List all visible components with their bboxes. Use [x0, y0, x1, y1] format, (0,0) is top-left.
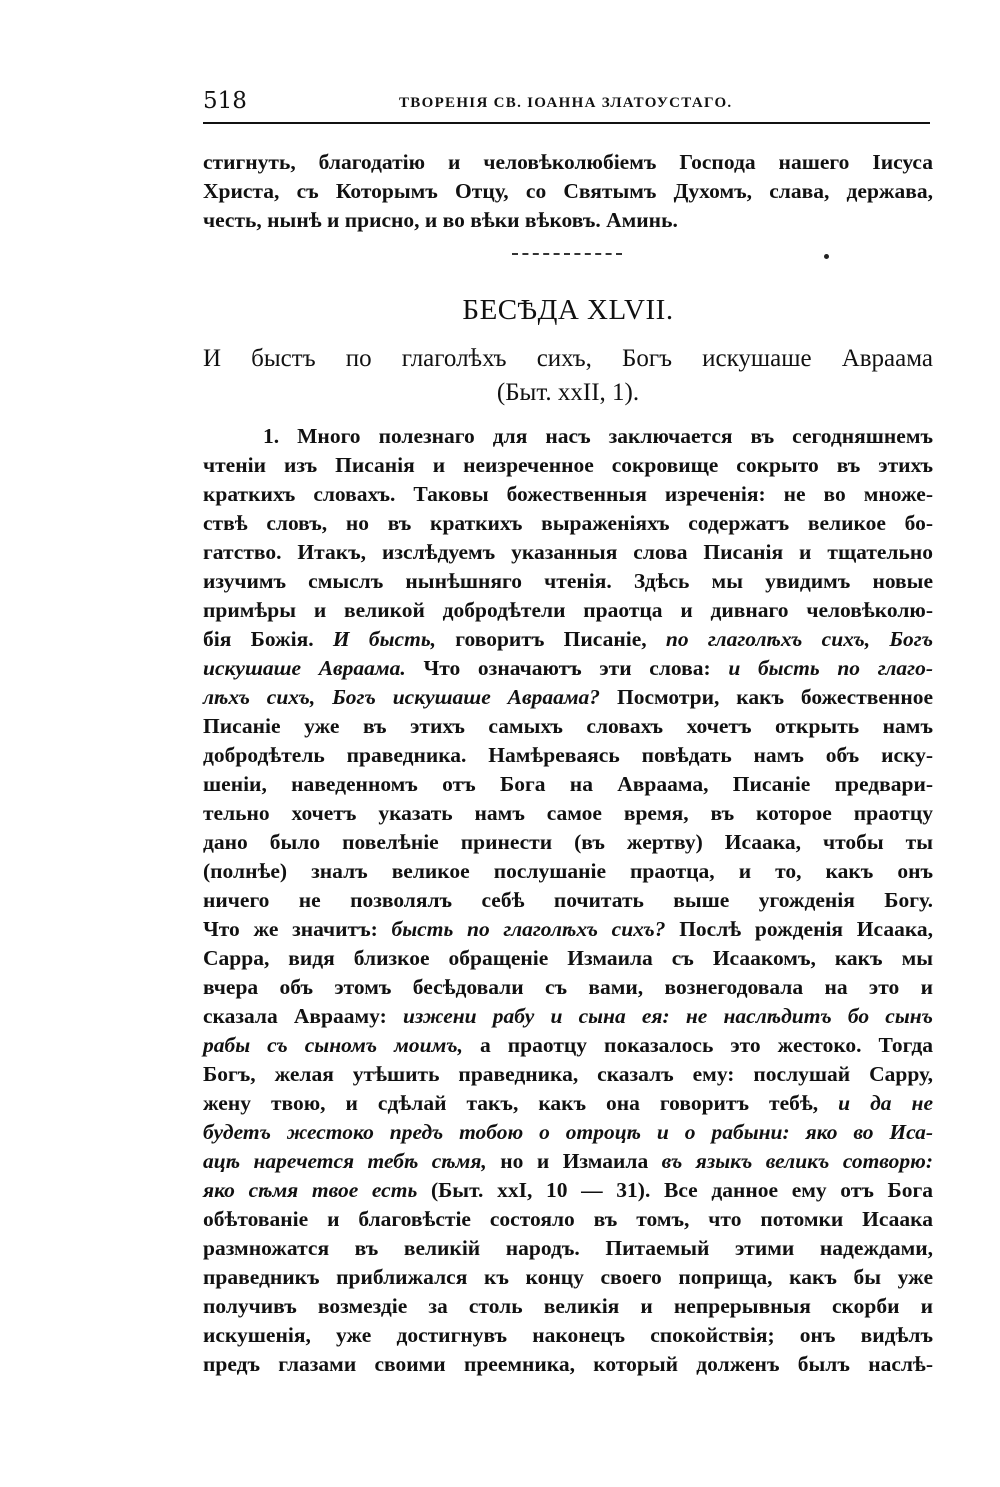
scripture-quote: И бысть,	[332, 627, 437, 651]
text-line: Богъ, желая утѣшить праведника, сказалъ ему: послушай Сарру,	[203, 1062, 933, 1086]
text-line: чтеніи изъ Писанія и неизреченное сокровище сокрыто въ этихъ	[203, 453, 933, 477]
text-run: Послѣ рожденія Исаака,	[679, 917, 934, 941]
scripture-quote: по глаголѣхъ сихъ, Богъ	[665, 627, 934, 651]
text-line	[203, 915, 933, 944]
scripture-quote: въ языкъ великъ сотворю:	[661, 1149, 933, 1173]
scripture-quote-line: будетъ жестоко предъ тобою о отроцѣ и о рабыни: яко во Иса-	[203, 1120, 933, 1144]
scripture-quote: ацѣ наречется тебѣ сѣмя,	[203, 1149, 487, 1173]
text-line	[203, 1031, 933, 1060]
text-line: изучимъ смыслъ нынѣшняго чтенія. Здѣсь мы увидимъ новые	[203, 569, 933, 593]
text-line: Христа, съ Которымъ Отцу, со Святымъ Духомъ, слава, держава,	[203, 179, 933, 203]
text-line	[203, 1089, 933, 1118]
text-line: Сарра, видя близкое обращеніе Измаила съ Исаакомъ, какъ мы	[203, 946, 933, 970]
scripture-quote: искушаше Авраама.	[203, 656, 406, 680]
epigraph-line: И быстъ по глаголѣхъ сихъ, Богъ искушаше Авраама	[203, 345, 933, 372]
text-line	[203, 654, 933, 683]
page-header	[203, 88, 933, 120]
text-line	[203, 1147, 933, 1176]
scripture-quote: бысть по глаголѣхъ сихъ?	[391, 917, 666, 941]
text-line: обѣтованіе и благовѣстіе состояло въ томъ, что потомки Исаака	[203, 1207, 933, 1231]
text-run: но и Измаила	[500, 1149, 649, 1173]
text-line: честь, нынѣ и присно, и во вѣки вѣковъ. Аминь.	[203, 208, 678, 232]
text-run: сказала Аврааму:	[203, 1004, 387, 1028]
text-run: говоритъ Писаніе,	[455, 627, 647, 651]
section-separator	[512, 253, 622, 257]
main-paragraph	[203, 422, 933, 1379]
scripture-quote: рабы съ сыномъ моимъ,	[203, 1033, 464, 1057]
homily-epigraph	[203, 342, 933, 410]
text-line	[203, 625, 933, 654]
header-rule	[203, 122, 930, 124]
text-line: получивъ возмездіе за столь великія и непрерывныя скорби и	[203, 1294, 933, 1318]
text-line: краткихъ словахъ. Таковы божественныя изреченія: не во множе-	[203, 482, 933, 506]
scripture-quote: изжени рабу и сына ея: не наслѣдитъ бо сынъ	[402, 1004, 933, 1028]
text-line: Писаніе уже въ этихъ самыхъ словахъ хочетъ открыть намъ	[203, 714, 933, 738]
text-line	[203, 1002, 933, 1031]
text-line: тельно хочетъ указать намъ самое время, въ которое праотцу	[203, 801, 933, 825]
text-line: праведникъ приближался къ концу своего поприща, какъ бы уже	[203, 1265, 933, 1289]
text-line: ствѣ словъ, но въ краткихъ выраженіяхъ содержатъ великое бо-	[203, 511, 933, 535]
text-line: предъ глазами своими преемника, который долженъ былъ наслѣ-	[203, 1352, 933, 1376]
text-line	[203, 1176, 933, 1205]
running-title: ТВОРЕНІЯ СВ. ІОАННА ЗЛАТОУСТАГО.	[399, 95, 733, 111]
text-run: Что означаютъ эти слова:	[423, 656, 711, 680]
text-line: гатство. Итакъ, изслѣдуемъ указанныя слова Писанія и тщательно	[203, 540, 933, 564]
text-line: размножатся въ великій народъ. Питаемый этими надеждами,	[203, 1236, 933, 1260]
text-line: примѣры и великой добродѣтели праотца и дивнаго человѣколю-	[203, 598, 933, 622]
text-run: а праотцу показалось это жестоко. Тогда	[480, 1033, 934, 1057]
text-line: искушенія, уже достигнувъ наконецъ спокойствія; онъ видѣлъ	[203, 1323, 933, 1347]
text-line: (полнѣе) зналъ великое послушаніе праотца, и то, какъ онъ	[203, 859, 933, 883]
text-line	[203, 683, 933, 712]
scripture-quote: и да не	[838, 1091, 933, 1115]
text-run: бія Божія.	[203, 627, 314, 651]
text-line: вчера объ этомъ бесѣдовали съ вами, вознегодовала на это и	[203, 975, 933, 999]
text-run: Посмотри, какъ божественное	[616, 685, 933, 709]
scripture-quote: яко сѣмя твое есть	[203, 1178, 418, 1202]
text-line: стигнуть, благодатію и человѣколюбіемъ Господа нашего Іисуса	[203, 150, 933, 174]
page-number: 518	[203, 88, 247, 114]
ink-dot	[824, 254, 829, 259]
text-line: шеніи, наведенномъ отъ Бога на Авраама, Писаніе предвари-	[203, 772, 933, 796]
text-line: добродѣтель праведника. Намѣреваясь повѣдать намъ объ иску-	[203, 743, 933, 767]
epigraph-reference: (Быт. ххII, 1).	[496, 379, 640, 406]
text-line: 1. Много полезнаго для насъ заключается въ сегодняшнемъ	[263, 424, 933, 448]
text-line: дано было повелѣніе принести (въ жертву) Исаака, чтобы ты	[203, 830, 933, 854]
scripture-quote: лѣхъ сихъ, Богъ искушаше Авраама?	[203, 685, 601, 709]
text-run: (Быт. ххI, 10 — 31). Все данное ему отъ Бога	[430, 1178, 934, 1202]
text-run: Что же значитъ:	[203, 917, 378, 941]
closing-paragraph	[203, 148, 933, 235]
text-run: жену твою, и сдѣлай такъ, какъ она говоритъ тебѣ,	[203, 1091, 819, 1115]
homily-title: БЕСѢДА XLVII.	[462, 294, 674, 326]
scripture-quote: и бысть по глаго-	[728, 656, 934, 680]
text-line: ничего не позволялъ себѣ почитать выше угожденія Богу.	[203, 888, 933, 912]
